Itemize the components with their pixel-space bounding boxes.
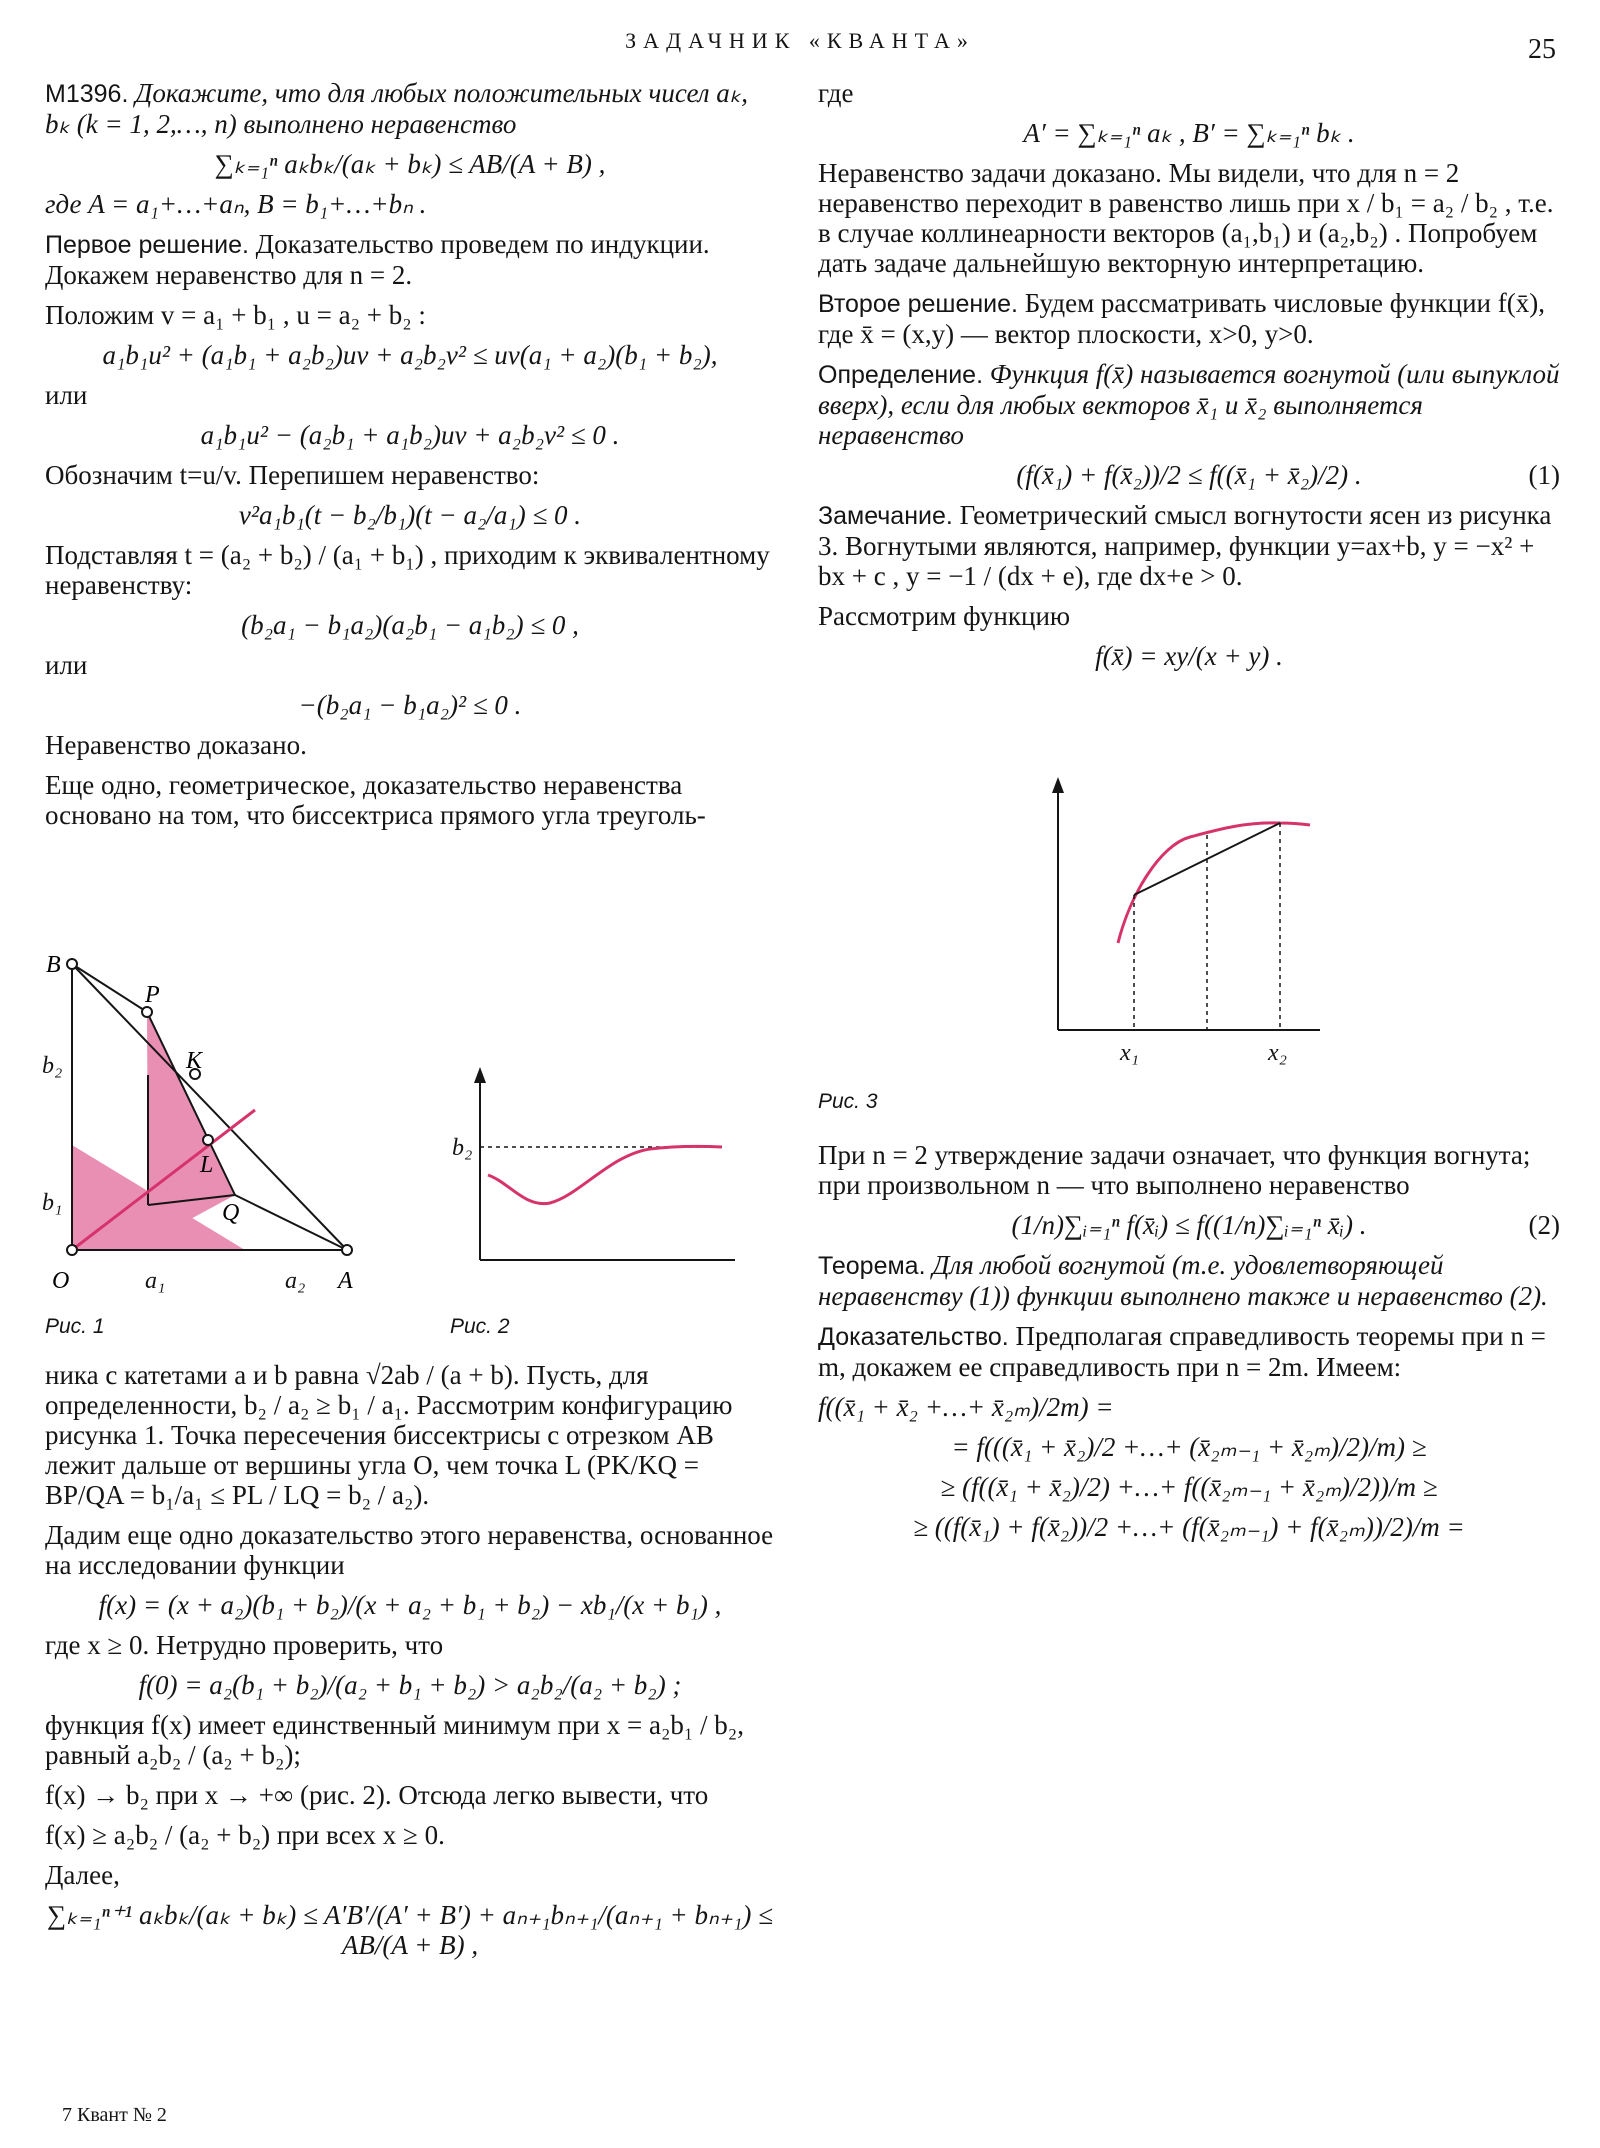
spacer	[818, 1382, 1560, 1392]
paragraph	[45, 1820, 775, 1850]
spacer	[45, 370, 775, 380]
spacer	[45, 760, 775, 770]
spacer	[818, 591, 1560, 601]
paragraph-text: Дадим еще одно доказательство этого неравенства, основанное на исследовании функции	[45, 1520, 774, 1580]
spacer	[45, 1890, 775, 1900]
fig1-label-a1: a₁	[145, 1268, 166, 1294]
spacer	[45, 450, 775, 460]
fig2-label-b2: b₂	[452, 1135, 473, 1161]
run-in-heading: Определение.	[818, 361, 984, 389]
formula	[45, 1670, 775, 1700]
paragraph-text: где	[818, 78, 854, 108]
formula	[45, 1590, 775, 1620]
spacer	[45, 1850, 775, 1860]
paragraph-text: или	[45, 650, 88, 680]
spacer	[45, 680, 775, 690]
formula-text: ≥ ((f(x̄₁) + f(x̄₂))/2 +…+ (f(x̄₂ₘ₋₁) + f(x̄₂ₘ))/2)/m =	[913, 1512, 1465, 1542]
paragraph-text: Для любой вогнутой (т.е. удовлетворяющей неравенству (1)) функции выполнено также и неравенство (2).	[818, 1250, 1548, 1311]
spacer	[818, 1462, 1560, 1472]
formula-text: = f(((x̄₁ + x̄₂)/2 +…+ (x̄₂ₘ₋₁ + x̄₂ₘ)/2)/m) ≥	[951, 1432, 1427, 1462]
paragraph-text: функция f(x) имеет единственный минимум при x = a₂b₁ / b₂, равный a₂b₂ / (a₂ + b₂);	[45, 1710, 744, 1770]
formula-text: f(0) = a₂(b₁ + b₂)/(a₂ + b₁ + b₂) > a₂b₂/(a₂ + b₂) ;	[138, 1670, 682, 1700]
formula	[45, 1900, 775, 1960]
spacer	[45, 410, 775, 420]
fig3-label-x2: x₂	[1268, 1040, 1287, 1066]
formula-text: f((x̄₁ + x̄₂ +…+ x̄₂ₘ)/2m) =	[818, 1392, 1114, 1422]
spacer	[818, 1200, 1560, 1210]
spacer	[45, 1580, 775, 1590]
paragraph-text: Обозначим t=u/v. Перепишем неравенство:	[45, 460, 540, 490]
formula-text: (f(x̄₁) + f(x̄₂))/2 ≤ f((x̄₁ + x̄₂)/2) .	[1016, 460, 1362, 490]
spacer	[45, 1960, 775, 1970]
formula	[818, 118, 1560, 148]
left-column-top	[45, 78, 775, 840]
run-in-heading: Второе решение.	[818, 290, 1018, 318]
run-in-heading: Замечание.	[818, 502, 953, 530]
formula	[818, 1392, 1560, 1422]
paragraph	[45, 380, 775, 410]
spacer	[45, 490, 775, 500]
paragraph	[818, 500, 1560, 591]
right-column-top	[818, 78, 1560, 681]
spacer	[818, 1311, 1560, 1321]
formula-text: v²a₁b₁(t − b₂/b₁)(t − a₂/a₁) ≤ 0 .	[238, 500, 582, 530]
figure-2	[450, 1065, 740, 1295]
formula	[818, 460, 1560, 490]
spacer	[45, 600, 775, 610]
fig1-caption: Рис. 1	[45, 1315, 105, 1338]
formula-text: ∑ₖ₌₁ⁿ⁺¹ aₖbₖ/(aₖ + bₖ) ≤ A′B′/(A′ + B′) + aₙ₊₁bₙ₊₁/(aₙ₊₁ + bₙ₊₁) ≤ AB/(A + B) ,	[47, 1900, 773, 1960]
fig1-label-b2: b₂	[42, 1053, 63, 1079]
spacer	[45, 830, 775, 840]
paragraph-text: Будем рассматривать числовые функции f(x̄), где x̄ = (x,y) — вектор плоскости, x>0, y>0.	[818, 288, 1545, 349]
fig1-label-k: K	[186, 1048, 203, 1074]
spacer	[45, 1620, 775, 1630]
paragraph	[45, 1860, 775, 1890]
formula	[45, 340, 775, 370]
spacer	[45, 219, 775, 229]
paragraph-text: f(x) → b₂ при x → +∞ (рис. 2). Отсюда легко вывести, что	[45, 1780, 709, 1810]
spacer	[45, 179, 775, 189]
page-footer: 7 Квант № 2	[62, 2104, 167, 2126]
formula-text: a₁b₁u² + (a₁b₁ + a₂b₂)uv + a₂b₂v² ≤ uv(a₁ + a₂)(b₁ + b₂),	[102, 340, 718, 370]
formula	[45, 610, 775, 640]
paragraph-text: Предполагая справедливость теоремы при n = m, докажем ее справедливость при n = 2m. Имеем:	[818, 1321, 1546, 1382]
spacer	[818, 148, 1560, 158]
spacer	[45, 530, 775, 540]
paragraph	[45, 229, 775, 290]
formula	[45, 690, 775, 720]
fig3-arrow-y	[1052, 777, 1064, 793]
paragraph-text: Докажите, что для любых положительных чисел aₖ, bₖ (k = 1, 2,…, n) выполнено неравенство	[45, 78, 749, 139]
paragraph	[818, 1321, 1560, 1382]
formula	[818, 1472, 1560, 1502]
run-in-heading: Доказательство.	[818, 1323, 1009, 1351]
formula	[818, 1432, 1560, 1462]
paragraph	[45, 730, 775, 760]
fig3-curve	[1118, 823, 1310, 943]
paragraph-text: где A = a₁+…+aₙ, B = b₁+…+bₙ .	[45, 189, 427, 219]
paragraph	[45, 1780, 775, 1810]
paragraph-text: При n = 2 утверждение задачи означает, что функция вогнута; при произвольном n — что выполнено неравенство	[818, 1140, 1531, 1200]
paragraph	[45, 1710, 775, 1770]
spacer	[45, 290, 775, 300]
fig2-caption: Рис. 2	[450, 1315, 510, 1338]
fig1-label-p: P	[145, 982, 160, 1008]
paragraph	[818, 1140, 1560, 1200]
fig1-label-q: Q	[222, 1200, 240, 1226]
paragraph	[45, 1360, 775, 1510]
spacer	[45, 1700, 775, 1710]
fig1-label-b: B	[46, 952, 61, 978]
run-in-heading: Первое решение.	[45, 231, 249, 259]
figure-3	[1030, 775, 1330, 1075]
spacer	[818, 1502, 1560, 1512]
spacer	[818, 108, 1560, 118]
paragraph	[45, 189, 775, 219]
spacer	[818, 671, 1560, 681]
formula-text: a₁b₁u² − (a₂b₁ + a₁b₂)uv + a₂b₂v² ≤ 0 .	[200, 420, 620, 450]
spacer	[45, 1660, 775, 1670]
paragraph-text: где x ≥ 0. Нетрудно проверить, что	[45, 1630, 444, 1660]
formula-text: (b₂a₁ − b₁a₂)(a₂b₁ − a₁b₂) ≤ 0 ,	[241, 610, 579, 640]
figure-1-labels	[40, 950, 380, 1338]
fig1-label-l: L	[200, 1152, 214, 1178]
spacer	[45, 720, 775, 730]
paragraph	[45, 1630, 775, 1660]
spacer	[818, 349, 1560, 359]
paragraph-text: Подставляя t = (a₂ + b₂) / (a₁ + b₁) , приходим к эквивалентному неравенству:	[45, 540, 770, 600]
right-column-bottom	[818, 1140, 1560, 1552]
formula	[818, 1210, 1560, 1240]
spacer	[818, 450, 1560, 460]
paragraph	[818, 158, 1560, 278]
formula-text: f(x) = (x + a₂)(b₁ + b₂)/(x + a₂ + b₁ + b₂) − xb₁/(x + b₁) ,	[98, 1590, 722, 1620]
formula-text: ≥ (f((x̄₁ + x̄₂)/2) +…+ f((x̄₂ₘ₋₁ + x̄₂ₘ)/2))/m ≥	[940, 1472, 1438, 1502]
paragraph-text: или	[45, 380, 88, 410]
fig3-caption: Рис. 3	[818, 1090, 878, 1113]
formula	[818, 1512, 1560, 1542]
formula-text: f(x̄) = xy/(x + y) .	[1095, 641, 1283, 671]
paragraph-text: Доказательство проведем по индукции. Докажем неравенство для n = 2.	[45, 229, 710, 290]
spacer	[45, 640, 775, 650]
left-column-bottom	[45, 1360, 775, 1970]
formula	[45, 149, 775, 179]
paragraph-text: Неравенство доказано.	[45, 730, 307, 760]
paragraph	[818, 359, 1560, 450]
running-header: ЗАДАЧНИК «КВАНТА»	[625, 28, 975, 53]
paragraph	[45, 78, 775, 139]
run-in-heading: M1396.	[45, 80, 129, 108]
paragraph	[818, 288, 1560, 349]
formula	[45, 500, 775, 530]
spacer	[818, 1422, 1560, 1432]
paragraph-text: Еще одно, геометрическое, доказательство неравенства основано на том, что биссектриса прямого угла треуголь-	[45, 770, 706, 830]
spacer	[818, 1542, 1560, 1552]
formula-text: −(b₂a₁ − b₁a₂)² ≤ 0 .	[298, 690, 522, 720]
fig1-label-b1: b₁	[42, 1190, 63, 1216]
run-in-heading: Теорема.	[818, 1252, 926, 1280]
paragraph-text: Функция f(x̄) называется вогнутой (или выпуклой вверх), если для любых векторов x̄₁ и x̄₂ выполняется неравенство	[818, 359, 1560, 450]
spacer	[818, 631, 1560, 641]
paragraph	[818, 1250, 1560, 1311]
formula	[45, 420, 775, 450]
spacer	[45, 1510, 775, 1520]
paragraph-text: Неравенство задачи доказано. Мы видели, что для n = 2 неравенство переходит в равенство лишь при x / b₁ = a₂ / b₂ , т.е. в случае коллинеарности векторов (a₁,b₁) и (a₂,b₂) . Попробуем дать задаче дальнейшую векторную интерпретацию.	[818, 158, 1554, 278]
spacer	[45, 1770, 775, 1780]
spacer	[818, 1240, 1560, 1250]
fig1-label-o: O	[52, 1268, 70, 1294]
paragraph	[45, 460, 775, 490]
paragraph	[818, 78, 1560, 108]
formula-text: (1/n)∑ᵢ₌₁ⁿ f(x̄ᵢ) ≤ f((1/n)∑ᵢ₌₁ⁿ x̄ᵢ) .	[1011, 1210, 1367, 1240]
paragraph-text: Далее,	[45, 1860, 120, 1890]
paragraph	[45, 300, 775, 330]
paragraph-text: Рассмотрим функцию	[818, 601, 1071, 631]
paragraph	[45, 650, 775, 680]
fig1-label-a2: a₂	[285, 1268, 306, 1294]
paragraph	[45, 1520, 775, 1580]
paragraph	[818, 601, 1560, 631]
page-number: 25	[1528, 34, 1556, 65]
formula-text: ∑ₖ₌₁ⁿ aₖbₖ/(aₖ + bₖ) ≤ AB/(A + B) ,	[214, 149, 606, 179]
spacer	[45, 1810, 775, 1820]
spacer	[45, 139, 775, 149]
fig2-curve	[488, 1146, 722, 1203]
equation-number: (2)	[1528, 1210, 1560, 1240]
paragraph-text: Геометрический смысл вогнутости ясен из рисунка 3. Вогнутыми являются, например, функции y=ax+b, y = −x² + bx + c , y = −1 / (dx + e), где dx+e > 0.	[818, 500, 1552, 591]
paragraph	[45, 540, 775, 600]
formula-text: A′ = ∑ₖ₌₁ⁿ aₖ , B′ = ∑ₖ₌₁ⁿ bₖ .	[1023, 118, 1355, 148]
spacer	[818, 490, 1560, 500]
paragraph-text: f(x) ≥ a₂b₂ / (a₂ + b₂) при всех x ≥ 0.	[45, 1820, 445, 1850]
formula	[818, 641, 1560, 671]
paragraph-text: ника с катетами a и b равна √2ab / (a + b). Пусть, для определенности, b₂ / a₂ ≥ b₁ / a₁. Рассмотрим конфигурацию рисунка 1. Точка пересечения биссектрисы с отрезком AB лежит дальше от вершины угла O, чем точка L (PK/KQ = BP/QA = b₁/a₁ ≤ PL / LQ = b₂ / a₂).	[45, 1360, 733, 1510]
paragraph-text: Положим v = a₁ + b₁ , u = a₂ + b₂ :	[45, 300, 426, 330]
fig2-arrow-y	[474, 1067, 486, 1083]
spacer	[45, 330, 775, 340]
equation-number: (1)	[1528, 460, 1560, 490]
fig3-label-x1: x₁	[1120, 1040, 1139, 1066]
paragraph	[45, 770, 775, 830]
spacer	[818, 278, 1560, 288]
fig1-label-a: A	[338, 1268, 353, 1294]
